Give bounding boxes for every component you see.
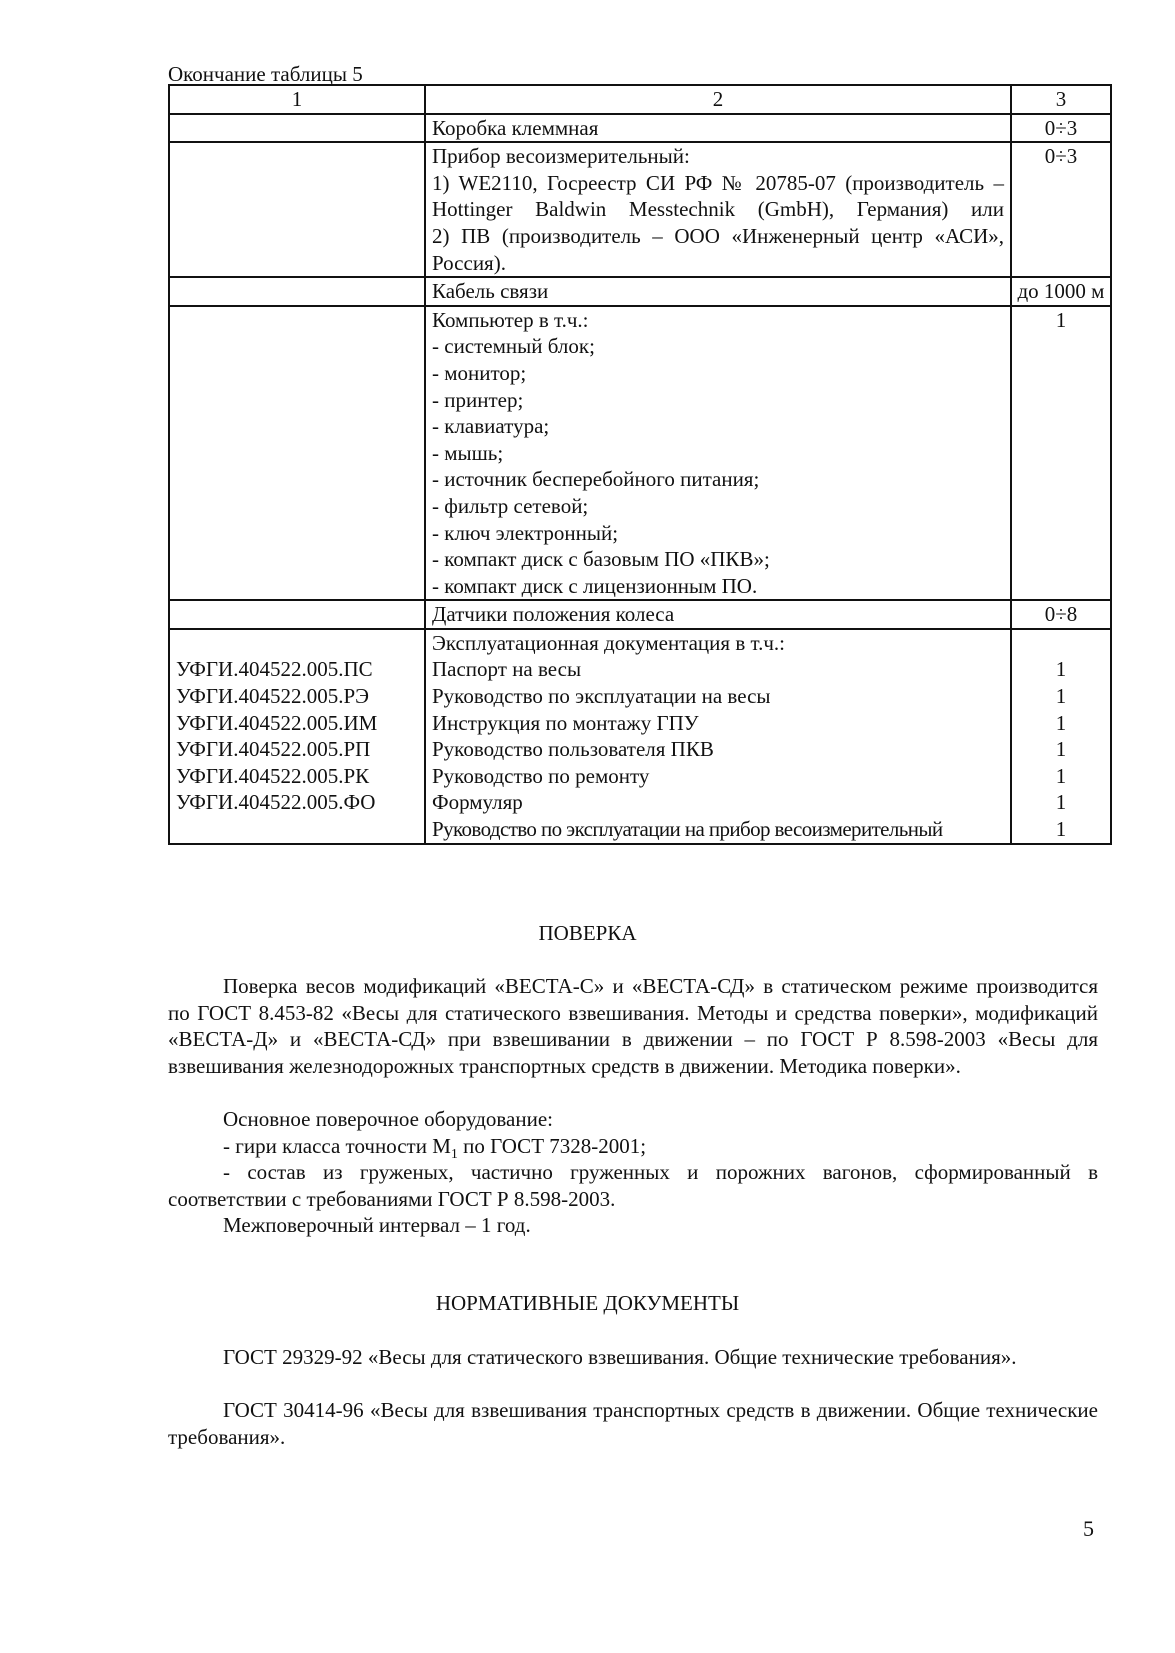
cell-line: Кабель связи	[432, 279, 549, 304]
header-col-1: 1	[169, 85, 425, 114]
completeness-table	[168, 84, 1112, 845]
header-col-2: 2	[425, 85, 1011, 114]
cell-name	[425, 114, 1011, 143]
weights-class-subscript: 1	[450, 1147, 458, 1163]
verification-heading: ПОВЕРКА	[538, 921, 637, 945]
cell-qty	[1011, 600, 1111, 629]
normative-doc-2: ГОСТ 30414-96 «Весы для взвешивания транспортных средств в движении. Общие технические требования».	[168, 1398, 1098, 1449]
cell-line: до 1000 м	[1017, 279, 1105, 304]
cell-line: - компакт диск с базовым ПО «ПКВ»;	[432, 547, 770, 572]
cell-line: - источник бесперебойного питания;	[432, 467, 760, 492]
cell-line: 1	[1055, 737, 1067, 762]
normative-heading: НОРМАТИВНЫЕ ДОКУМЕНТЫ	[435, 1291, 740, 1315]
cell-name	[425, 629, 1011, 844]
cell-line: - монитор;	[432, 360, 527, 385]
cell-line: Паспорт на весы	[432, 657, 582, 682]
cell-line: УФГИ.404522.005.РК	[176, 763, 370, 788]
page-number: 5	[1083, 1516, 1094, 1541]
equipment-item-train: - состав из груженых, частично груженных и порожних вагонов, сформированный в соответствии с требованиями ГОСТ Р 8.598-2003.	[168, 1160, 1098, 1211]
cell-line: УФГИ.404522.005.ФО	[176, 790, 376, 815]
cell-name	[425, 600, 1011, 629]
cell-line: 0÷3	[1044, 115, 1078, 140]
cell-line: 2) ПВ (производитель – ООО «Инженерный центр «АСИ», Россия).	[432, 223, 1004, 275]
cell-line: 1	[1055, 763, 1067, 788]
cell-line: 1	[1055, 790, 1067, 815]
cell-line: 1	[1055, 307, 1067, 332]
cell-line: УФГИ.404522.005.РП	[176, 737, 371, 762]
cell-name	[425, 306, 1011, 601]
cell-name	[425, 277, 1011, 306]
cell-designation	[169, 277, 425, 306]
cell-line: Руководство по эксплуатации на прибор весоизмерительный	[432, 817, 943, 842]
cell-line: Руководство по ремонту	[432, 763, 650, 788]
cell-line: Эксплуатационная документация в т.ч.:	[432, 630, 785, 655]
verification-interval: Межповерочный интервал – 1 год.	[223, 1213, 531, 1237]
cell-line: - компакт диск с лицензионным ПО.	[432, 573, 758, 598]
cell-line: Коробка клеммная	[432, 115, 599, 140]
cell-qty	[1011, 142, 1111, 277]
cell-line: - системный блок;	[432, 334, 595, 359]
cell-line: - ключ электронный;	[432, 520, 619, 545]
cell-line: 1	[1055, 684, 1067, 709]
cell-qty	[1011, 629, 1111, 844]
cell-designation	[169, 629, 425, 844]
cell-qty	[1011, 306, 1111, 601]
table-row	[169, 629, 1111, 844]
cell-line: 1	[1055, 817, 1067, 842]
cell-line: 0÷8	[1044, 602, 1078, 627]
cell-name	[425, 142, 1011, 277]
table-row	[169, 306, 1111, 601]
cell-line: УФГИ.404522.005.ПС	[176, 657, 373, 682]
cell-line: Компьютер в т.ч.:	[432, 307, 589, 332]
cell-line: Прибор весоизмерительный:	[432, 144, 690, 169]
cell-line: - клавиатура;	[432, 414, 550, 439]
cell-line: Формуляр	[432, 790, 523, 815]
cell-line: 1) WE2110, Госреестр СИ РФ № 20785-07 (производитель – Hottinger Baldwin Messtechnik (GmbH), Германия) или	[432, 170, 1004, 222]
cell-line: Инструкция по монтажу ГПУ	[432, 710, 699, 735]
cell-qty	[1011, 277, 1111, 306]
weights-standard: по ГОСТ 7328-2001;	[457, 1134, 647, 1158]
cell-line	[1014, 630, 1108, 657]
cell-line: УФГИ.404522.005.ИМ	[176, 710, 378, 735]
cell-line: УФГИ.404522.005.РЭ	[176, 684, 369, 709]
verification-paragraph: Поверка весов модификаций «ВЕСТА-С» и «ВЕСТА-СД» в статическом режиме производится по ГОСТ 8.453-82 «Весы для статического взвешивания. Методы и средства поверки», модификаций «ВЕСТА-Д» и «ВЕСТА-СД» при взвешивании в движении – по ГОСТ Р 8.598-2003 «Весы для взвешивания железнодорожных транспортных средств в движении. Методика поверки».	[168, 974, 1098, 1078]
cell-line: 1	[1055, 657, 1067, 682]
header-col-3: 3	[1011, 85, 1111, 114]
cell-line: - мышь;	[432, 440, 504, 465]
table-row	[169, 600, 1111, 629]
table-row	[169, 142, 1111, 277]
cell-line	[176, 630, 418, 657]
cell-designation	[169, 306, 425, 601]
normative-doc-1: ГОСТ 29329-92 «Весы для статического взвешивания. Общие технические требования».	[223, 1345, 1017, 1369]
cell-designation	[169, 600, 425, 629]
cell-line: Руководство по эксплуатации на весы	[432, 684, 771, 709]
equipment-intro: Основное поверочное оборудование:	[223, 1107, 554, 1131]
cell-qty	[1011, 114, 1111, 143]
cell-line: Руководство пользователя ПКВ	[432, 737, 714, 762]
table-header-row	[169, 85, 1111, 114]
table-caption: Окончание таблицы 5	[168, 62, 363, 86]
weights-text: - гири класса точности М	[223, 1134, 451, 1158]
table-row	[169, 277, 1111, 306]
cell-line: - фильтр сетевой;	[432, 493, 589, 518]
cell-line: 0÷3	[1044, 144, 1078, 169]
cell-line: - принтер;	[432, 387, 524, 412]
cell-line: 1	[1055, 710, 1067, 735]
cell-designation	[169, 142, 425, 277]
cell-designation	[169, 114, 425, 143]
cell-line: Датчики положения колеса	[432, 602, 675, 627]
table-row	[169, 114, 1111, 143]
